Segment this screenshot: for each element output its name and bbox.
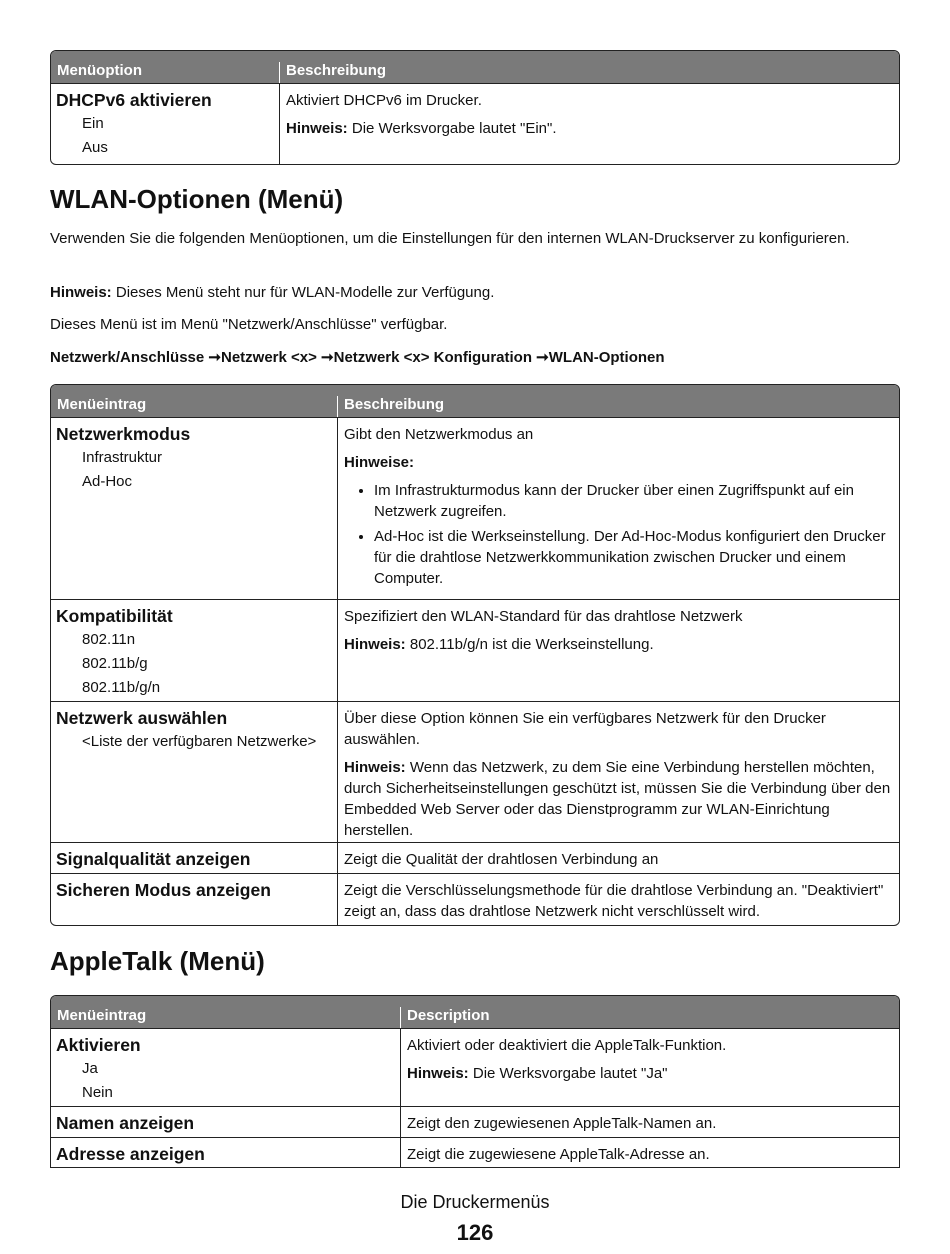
option-value: 802.11b/g/n — [82, 679, 161, 696]
wlan-availability: Dieses Menü ist im Menü "Netzwerk/Anschlüsse" verfügbar. — [50, 316, 448, 333]
note-text: 802.11b/g/n ist die Werkseinstellung. — [405, 636, 654, 653]
column-header: Beschreibung — [286, 62, 387, 79]
note-label: Hinweis: — [407, 1065, 469, 1082]
menu-option: Adresse anzeigen — [56, 1144, 205, 1164]
note-label: Hinweis: — [344, 636, 406, 653]
notes-list — [344, 480, 893, 589]
description: Aktiviert DHCPv6 im Drucker. — [286, 92, 482, 109]
wlan-note: Dieses Menü steht nur für WLAN-Modelle zur Verfügung. — [111, 284, 495, 301]
menu-option: DHCPv6 aktivieren — [56, 90, 212, 110]
table-row — [51, 417, 899, 599]
option-value: Nein — [82, 1084, 113, 1101]
description: Spezifiziert den WLAN-Standard für das drahtlose Netzwerk — [344, 608, 743, 625]
menu-option: Netzwerkmodus — [56, 424, 191, 444]
option-value: Infrastruktur — [82, 449, 163, 466]
description: Zeigt die zugewiesene AppleTalk-Adresse an. — [407, 1146, 710, 1163]
dhcpv6-table — [50, 50, 900, 165]
table-row — [51, 599, 899, 701]
page-number: 126 — [456, 1220, 494, 1245]
path-step: Netzwerk <x> Konfiguration — [333, 349, 532, 366]
option-value: 802.11b/g — [82, 655, 148, 672]
description: Aktiviert oder deaktiviert die AppleTalk-Funktion. — [407, 1037, 727, 1054]
footer-chapter: Die Druckermenüs — [400, 1192, 550, 1212]
path-step: Netzwerk <x> — [220, 349, 317, 366]
column-header: Menüeintrag — [51, 396, 338, 417]
table-row — [51, 701, 899, 842]
note-text: Die Werksvorgabe lautet "Ja" — [468, 1065, 668, 1082]
list-item: • Ad-Hoc ist die Werkseinstellung. Der Ad-Hoc-Modus konfiguriert den Drucker für die drahtlose Netzwerkkommunikation zwischen Drucker und einem Computer. — [374, 526, 893, 589]
table-row — [51, 1106, 899, 1137]
column-header: Beschreibung — [344, 396, 445, 413]
table-row — [51, 1137, 899, 1168]
column-header: Menüoption — [51, 62, 280, 83]
option-value: 802.11n — [82, 631, 136, 648]
notes-label: Hinweise: — [344, 454, 415, 471]
option-value: Ja — [82, 1060, 98, 1077]
description: Zeigt die Qualität der drahtlosen Verbindung an — [344, 851, 659, 868]
menu-option: Aktivieren — [56, 1035, 141, 1055]
note-label: Hinweis: — [50, 284, 112, 301]
description: Gibt den Netzwerkmodus an — [344, 426, 534, 443]
path-step: Netzwerk/Anschlüsse — [50, 349, 205, 366]
description: Zeigt den zugewiesenen AppleTalk-Namen an. — [407, 1115, 717, 1132]
section-title-wlan: WLAN-Optionen (Menü) — [50, 184, 344, 214]
note-text: Die Werksvorgabe lautet "Ein". — [347, 120, 557, 137]
table-row — [51, 873, 899, 925]
option-value: <Liste der verfügbaren Netzwerke> — [82, 733, 317, 750]
column-header: Menüeintrag — [51, 1007, 401, 1028]
option-value: Ein — [82, 115, 104, 132]
column-header: Description — [407, 1007, 490, 1024]
description: Zeigt die Verschlüsselungsmethode für die drahtlose Verbindung an. "Deaktiviert" zeigt an, dass das drahtlose Netzwerk nicht verschlüsselt wird. — [344, 882, 884, 920]
note-label: Hinweis: — [286, 120, 348, 137]
note-label: Hinweis: — [344, 759, 406, 776]
option-value: Ad-Hoc — [82, 473, 133, 490]
menu-option: Namen anzeigen — [56, 1113, 195, 1133]
table-row — [51, 83, 899, 164]
wlan-table — [50, 384, 900, 926]
menu-path — [50, 347, 900, 368]
table-row — [51, 842, 899, 873]
note-text: Wenn das Netzwerk, zu dem Sie eine Verbindung herstellen möchten, durch Sicherheitseinstellungen geschützt ist, müssen Sie die Verbindung über den Embedded Web Server oder das Dienstprogramm zur WLAN-Einrichtung herstellen. — [344, 759, 891, 839]
menu-option: Kompatibilität — [56, 606, 173, 626]
option-value: Aus — [82, 139, 108, 156]
list-item: • Im Infrastrukturmodus kann der Drucker über einen Zugriffspunkt auf ein Netzwerk zugreifen. — [374, 480, 893, 522]
arrow-icon: ➞ — [208, 349, 221, 366]
menu-option: Signalqualität anzeigen — [56, 849, 251, 869]
path-step: WLAN-Optionen — [548, 349, 665, 366]
wlan-intro: Verwenden Sie die folgenden Menüoptionen, um die Einstellungen für den internen WLAN-Druckserver zu konfigurieren. — [50, 230, 850, 247]
description: Über diese Option können Sie ein verfügbares Netzwerk für den Drucker auswählen. — [344, 710, 826, 748]
table-header — [51, 51, 899, 83]
menu-option: Netzwerk auswählen — [56, 708, 228, 728]
table-header — [51, 996, 899, 1028]
arrow-icon: ➞ — [536, 349, 549, 366]
arrow-icon: ➞ — [321, 349, 334, 366]
appletalk-table — [50, 995, 900, 1168]
table-header — [51, 385, 899, 417]
section-title-appletalk: AppleTalk (Menü) — [50, 946, 265, 976]
menu-option: Sicheren Modus anzeigen — [56, 880, 271, 900]
table-row — [51, 1028, 899, 1106]
